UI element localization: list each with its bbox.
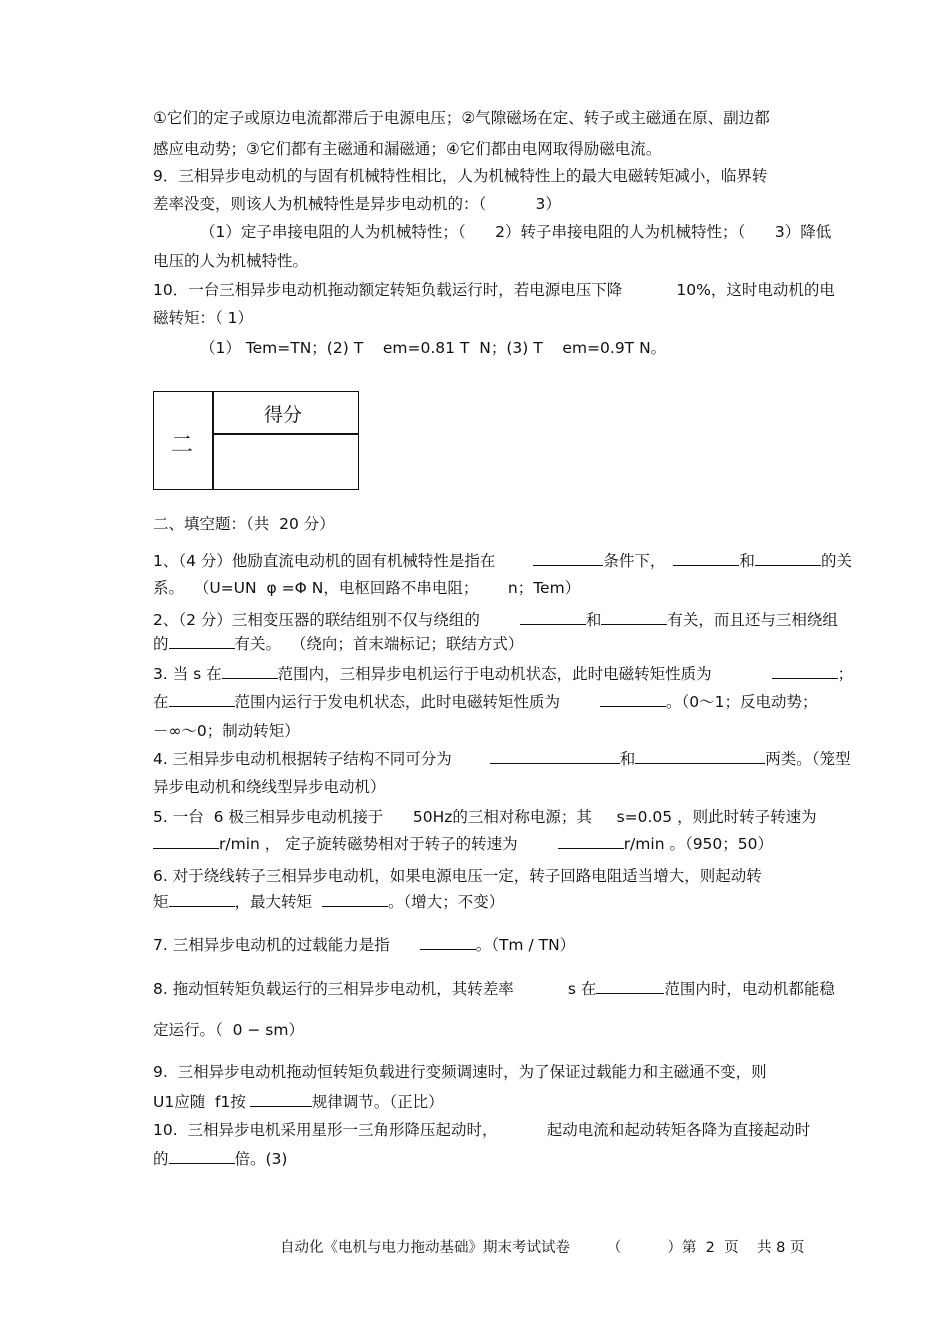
answer-blank[interactable] <box>222 664 278 679</box>
answer-blank[interactable] <box>755 551 821 566</box>
f8-line2: 定运行。（ 0 − sm） <box>153 1021 304 1039</box>
f9-line2: U1应随 f1按 规律调节。（正比） <box>153 1093 444 1111</box>
answer-blank[interactable] <box>169 892 235 907</box>
answer-blank[interactable] <box>250 1092 312 1107</box>
answer-blank[interactable] <box>558 834 624 849</box>
q10-line1: 10．一台三相异步电动机拖动额定转矩负载运行时，若电源电压下降 10%，这时电动机的电 <box>153 281 835 299</box>
q8-options-line2: 感应电动势；③它们都有主磁通和漏磁通；④它们都由电网取得励磁电流。 <box>153 140 662 158</box>
q10-options: （1） Tem=TN；(2) T em=0.81 T N；(3) T em=0.9T N。 <box>200 339 667 357</box>
answer-blank[interactable] <box>490 749 620 764</box>
f1-line2: 系。 （U=UN φ =Φ N，电枢回路不串电阻； n；Tem） <box>153 579 581 597</box>
q9-line1: 9．三相异步电动机的与固有机械特性相比，人为机械特性上的最大电磁转矩减小，临界转 <box>153 167 768 185</box>
f6-line1: 6. 对于绕线转子三相异步电动机，如果电源电压一定，转子回路电阻适当增大，则起动转 <box>153 867 762 885</box>
q9-options: （1）定子串接电阻的人为机械特性；（ 2）转子串接电阻的人为机械特性；（ 3）降低 <box>200 223 832 241</box>
f8-line1: 8. 拖动恒转矩负载运行的三相异步电动机，其转差率 s 在 范围内时，电动机都能稳 <box>153 980 835 998</box>
answer-blank[interactable] <box>635 749 765 764</box>
f5-line1: 5. 一台 6 极三相异步电动机接于 50Hz的三相对称电源；其 s=0.05 ，则此时转子转速为 <box>153 808 817 826</box>
q10-line2: 磁转矩：（ 1） <box>153 309 254 327</box>
f3-line3: －∞～0；制动转矩） <box>153 722 300 740</box>
f3-line1: 3. 当 s 在 范围内，三相异步电机运行于电动机状态，此时电磁转矩性质为 ； <box>153 665 854 683</box>
q9-line2: 差率没变，则该人为机械特性是异步电动机的：（ 3） <box>153 195 561 213</box>
page-footer: 自动化《电机与电力拖动基础》期末考试试卷 （ ）第 2 页 共 8 页 <box>280 1240 805 1256</box>
q8-options-line1: ①它们的定子或原边电流都滞后于电源电压；②气隙磁场在定、转子或主磁通在原、副边都 <box>153 109 770 127</box>
f5-line2: r/min ， 定子旋转磁势相对于转子的转速为 r/min 。（950；50） <box>153 834 773 854</box>
answer-blank[interactable] <box>169 634 235 649</box>
answer-blank[interactable] <box>533 551 603 566</box>
f3-line2: 在 范围内运行于发电机状态，此时电磁转矩性质为 。（0～1；反电动势； <box>153 693 818 711</box>
section-heading: 二、填空题：（共 20 分） <box>153 515 335 533</box>
f10-line1: 10. 三相异步电机采用星形一三角形降压起动时， 起动电流和起动转矩各降为直接起动时 <box>153 1121 811 1139</box>
answer-blank[interactable] <box>169 692 235 707</box>
answer-blank[interactable] <box>673 551 739 566</box>
f4-line2: 异步电动机和绕线型异步电动机） <box>153 778 386 796</box>
score-table <box>153 391 359 490</box>
q9-options-cont: 电压的人为机械特性。 <box>153 252 309 270</box>
score-label: 得分 <box>264 404 303 426</box>
section-number: 二 <box>171 433 194 458</box>
table-divider-horizontal <box>212 433 358 435</box>
f10-line2: 的 倍。(3) <box>153 1150 288 1168</box>
table-divider-vertical <box>212 392 214 489</box>
answer-blank[interactable] <box>601 610 667 625</box>
f6-line2: 矩 ，最大转矩 。（增大；不变） <box>153 893 505 911</box>
answer-blank[interactable] <box>420 935 476 950</box>
answer-blank[interactable] <box>169 1149 235 1164</box>
answer-blank[interactable] <box>153 834 219 849</box>
answer-blank[interactable] <box>520 610 586 625</box>
f9-line1: 9. 三相异步电动机拖动恒转矩负载进行变频调速时，为了保证过载能力和主磁通不变，则 <box>153 1063 767 1081</box>
f2-line2: 的 有关。 （绕向；首末端标记；联结方式） <box>153 635 524 653</box>
f4-line1: 4. 三相异步电动机根据转子结构不同可分为 和 两类。（笼型 <box>153 750 851 768</box>
f7-line: 7. 三相异步电动机的过载能力是指 。（Tm / TN） <box>153 936 576 954</box>
answer-blank[interactable] <box>322 892 388 907</box>
f2-line1: 2、（2 分）三相变压器的联结组别不仅与绕组的 和 有关，而且还与三相绕组 <box>153 611 838 629</box>
f1-line1: 1、（4 分）他励直流电动机的固有机械特性是指在 条件下， 和 的关 <box>153 552 852 570</box>
answer-blank[interactable] <box>772 664 838 679</box>
answer-blank[interactable] <box>596 979 664 994</box>
answer-blank[interactable] <box>600 692 666 707</box>
